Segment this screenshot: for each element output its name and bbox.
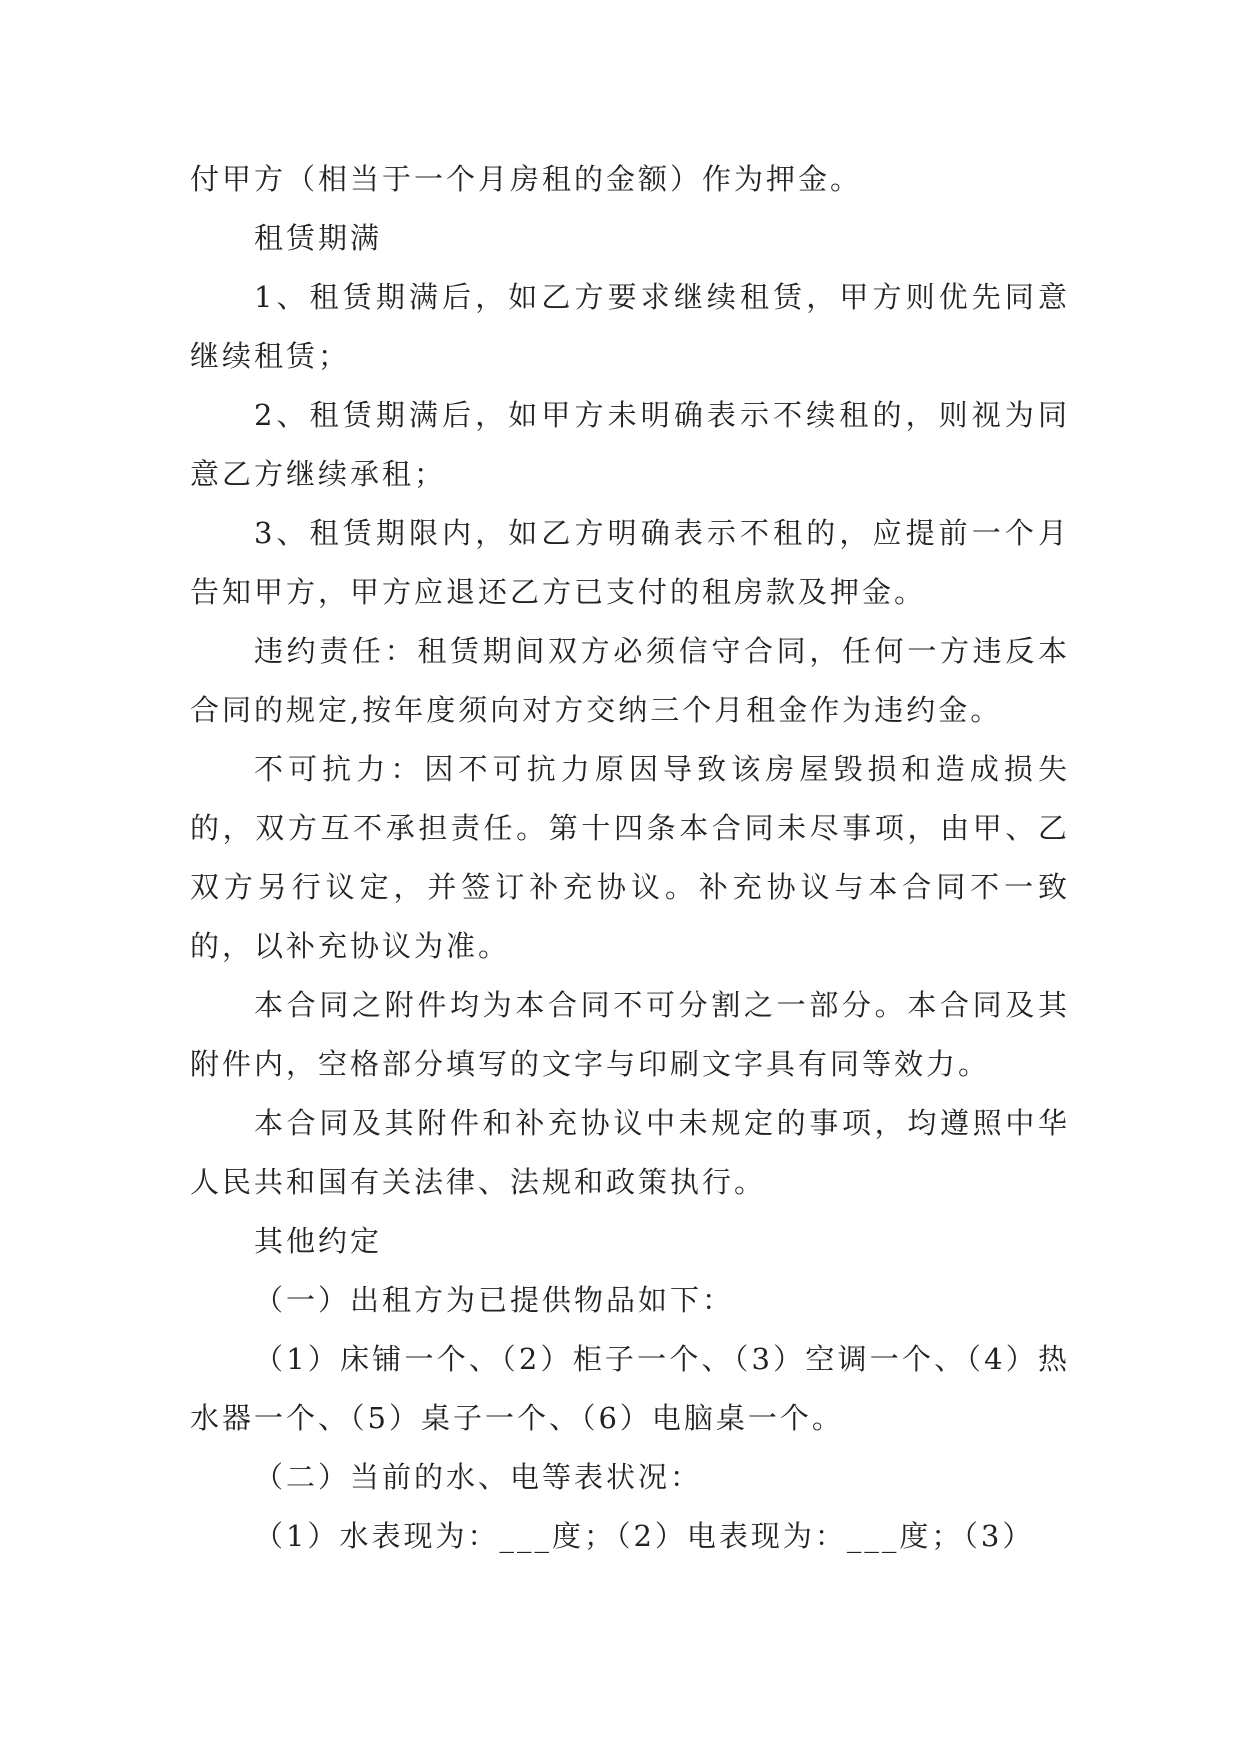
paragraph-clause-3: 3、租赁期限内，如乙方明确表示不租的，应提前一个月告知甲方，甲方应退还乙方已支付的租房款及押金。 bbox=[190, 516, 1070, 609]
paragraph-clause-1: 1、租赁期满后，如乙方要求继续租赁，甲方则优先同意继续租赁； bbox=[190, 280, 1070, 373]
paragraph-clause-2: 2、租赁期满后，如甲方未明确表示不续租的，则视为同意乙方继续承租； bbox=[190, 398, 1070, 491]
paragraph-deposit: 付甲方（相当于一个月房租的金额）作为押金。 bbox=[190, 162, 863, 196]
paragraph-meter-readings: （1）水表现为：___度；（2）电表现为：___度；（3） bbox=[254, 1519, 1035, 1553]
heading-other-agreements: 其他约定 bbox=[254, 1224, 383, 1258]
paragraph-provided-items-list: （1）床铺一个、（2）柜子一个、（3）空调一个、（4）热水器一个、（5）桌子一个、（6）电脑桌一个。 bbox=[190, 1342, 1070, 1435]
paragraph-attachments: 本合同之附件均为本合同不可分割之一部分。本合同及其附件内，空格部分填写的文字与印刷文字具有同等效力。 bbox=[190, 988, 1070, 1081]
paragraph-meter-status-title: （二）当前的水、电等表状况： bbox=[254, 1460, 703, 1494]
heading-lease-expiry: 租赁期满 bbox=[254, 221, 383, 255]
paragraph-provided-items-title: （一）出租方为已提供物品如下： bbox=[254, 1283, 735, 1317]
paragraph-breach-liability: 违约责任：租赁期间双方必须信守合同，任何一方违反本合同的规定,按年度须向对方交纳三个月租金作为违约金。 bbox=[190, 634, 1070, 727]
document-body bbox=[190, 150, 1070, 1566]
paragraph-force-majeure: 不可抗力：因不可抗力原因导致该房屋毁损和造成损失的，双方互不承担责任。第十四条本合同未尽事项，由甲、乙双方另行议定，并签订补充协议。补充协议与本合同不一致的，以补充协议为准。 bbox=[190, 752, 1070, 963]
paragraph-applicable-law: 本合同及其附件和补充协议中未规定的事项，均遵照中华人民共和国有关法律、法规和政策执行。 bbox=[190, 1106, 1070, 1199]
